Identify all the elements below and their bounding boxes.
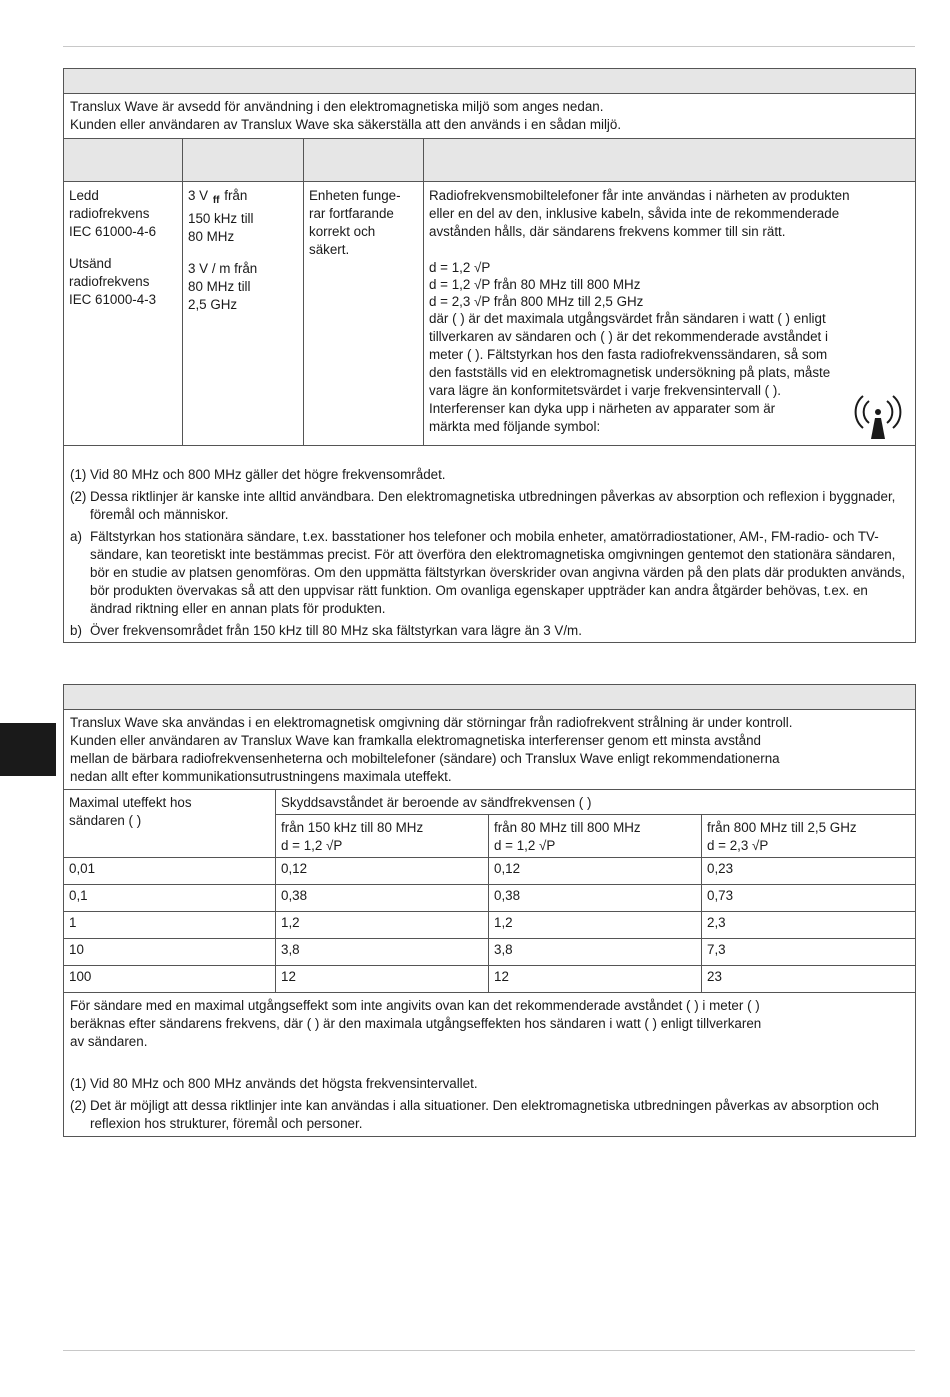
note-item: (2) Det är möjligt att dessa riktlinjer inte kan användas i alla situationer. Den elektromagnetiska utbredningen påverkas av absorption och reflexion hos strukturer, föremål och personer.: [70, 1098, 880, 1131]
power-cell: 1: [64, 912, 276, 939]
cell-line: Radiofrekvensmobiltelefoner får inte användas i närheten av produkten: [429, 188, 850, 203]
column-header: [424, 139, 916, 182]
separation-distance-table: [63, 684, 916, 1137]
frequency-header: [276, 815, 489, 858]
header-line: från 80 MHz till 800 MHz: [494, 820, 641, 835]
table-row: [64, 966, 916, 993]
power-cell: 0,1: [64, 885, 276, 912]
cell-line: 2,5 GHz: [188, 297, 238, 312]
cell-line: Enheten funge-: [309, 188, 401, 203]
cell-line: den fastställs vid en elektromagnetisk undersökning på plats, måste: [429, 365, 831, 380]
distance-cell: 0,73: [702, 885, 916, 912]
chapter-tab: [0, 723, 56, 776]
cell-line: 150 kHz till: [188, 211, 254, 226]
power-cell: 10: [64, 939, 276, 966]
cell-line: 3 V $_{ff}$ från: [188, 188, 248, 206]
frequency-header: [489, 815, 702, 858]
guidance-cell: [424, 182, 916, 446]
footer-line: För sändare med en maximal utgångseffekt som inte angivits ovan kan det rekommenderade avståndet ( ) i meter ( ): [70, 998, 760, 1013]
distance-cell: 0,23: [702, 858, 916, 885]
cell-line: vara lägre än konformitetsvärdet i varje frekvensintervall ( ).: [429, 383, 782, 398]
cell-line: korrekt och: [309, 224, 376, 239]
cell-line: eller en del av den, inklusive kabeln, såvida inte de rekommenderade: [429, 206, 840, 221]
header-line: sändaren ( ): [69, 813, 142, 828]
table-row: [64, 939, 916, 966]
table-row: [64, 885, 916, 912]
intro-line: nedan allt efter kommunikationsutrustningens maximala uteffekt.: [70, 769, 452, 784]
cell-line: säkert.: [309, 242, 350, 257]
cell-line: 80 MHz till: [188, 279, 251, 294]
header-line: från 800 MHz till 2,5 GHz: [707, 820, 857, 835]
formula-line: d = 1,2 √P från 80 MHz till 800 MHz: [429, 277, 641, 292]
cell-line: Interferenser kan dyka upp i närheten av apparater som är: [429, 401, 776, 416]
intro-line: Kunden eller användaren av Translux Wave ska säkerställa att den används i en sådan miljö.: [70, 117, 622, 132]
intro-line: Translux Wave ska användas i en elektromagnetisk omgivning där störningar från radiofrekvent strålning är under kontroll.: [70, 715, 793, 730]
header-line: från 150 kHz till 80 MHz: [281, 820, 424, 835]
distance-cell: 23: [702, 966, 916, 993]
note-item: (1) Vid 80 MHz och 800 MHz används det högsta frekvensintervallet.: [70, 1076, 478, 1091]
cell-line: 80 MHz: [188, 229, 235, 244]
header-line: Maximal uteffekt hos: [69, 795, 192, 810]
formula-line: d = 2,3 √P från 800 MHz till 2,5 GHz: [429, 294, 644, 309]
cell-line: Ledd: [69, 188, 99, 203]
table-footer: [64, 993, 916, 1137]
test-type-cell: [64, 182, 183, 446]
header-line: d = 1,2 √P: [281, 838, 343, 853]
table-intro: [64, 94, 916, 139]
header-line: d = 2,3 √P: [707, 838, 769, 853]
formula-line: d = 1,2 √P: [429, 260, 491, 275]
distance-cell: 0,12: [276, 858, 489, 885]
distance-cell: 1,2: [489, 912, 702, 939]
top-rule: [63, 46, 915, 47]
column-header: [64, 139, 183, 182]
table-title-bar: [64, 685, 916, 710]
power-header: [64, 790, 276, 858]
table-notes: [64, 446, 916, 643]
intro-line: mellan de bärbara radiofrekvensenheterna och mobiltelefoner (sändare) och Translux Wave enligt rekommendationerna: [70, 751, 780, 766]
header-line: d = 1,2 √P: [494, 838, 556, 853]
distance-cell: 0,38: [489, 885, 702, 912]
cell-line: Utsänd: [69, 256, 112, 271]
distance-cell: 2,3: [702, 912, 916, 939]
frequency-header: [702, 815, 916, 858]
cell-line: IEC 61000-4-3: [69, 292, 157, 307]
table-title-bar: [64, 69, 916, 94]
cell-line: 3 V / m från: [188, 261, 258, 276]
intro-line: Kunden eller användaren av Translux Wave kan framkalla elektromagnetiska interferenser genom ett minsta avstånd: [70, 733, 761, 748]
distance-cell: 7,3: [702, 939, 916, 966]
distance-cell: 3,8: [489, 939, 702, 966]
cell-line: tillverkaren av sändaren och ( ) är det rekommenderade avståndet i: [429, 329, 828, 344]
footer-line: av sändaren.: [70, 1034, 148, 1049]
cell-line: radiofrekvens: [69, 274, 150, 289]
column-header: [183, 139, 304, 182]
table-intro: [64, 710, 916, 790]
cell-line: radiofrekvens: [69, 206, 150, 221]
distance-header: Skyddsavståndet är beroende av sändfrekvensen ( ): [276, 790, 916, 815]
cell-line: märkta med följande symbol:: [429, 419, 601, 434]
power-cell: 100: [64, 966, 276, 993]
test-level-cell: [183, 182, 304, 446]
distance-cell: 0,38: [276, 885, 489, 912]
distance-cell: 12: [276, 966, 489, 993]
cell-line: där ( ) är det maximala utgångsvärdet från sändaren i watt ( ) enligt: [429, 311, 826, 326]
table-row: [64, 858, 916, 885]
note-item: (1) Vid 80 MHz och 800 MHz gäller det högre frekvensområdet.: [70, 467, 446, 482]
compliance-cell: [304, 182, 424, 446]
note-item: b) Över frekvensområdet från 150 kHz till 80 MHz ska fältstyrkan vara lägre än 3 V/m.: [70, 623, 582, 638]
footer-line: beräknas efter sändarens frekvens, där ( ) är den maximala utgångseffekten hos sändaren i watt ( ) enligt tillverkaren: [70, 1016, 762, 1031]
distance-cell: 1,2: [276, 912, 489, 939]
immunity-table: [63, 68, 916, 643]
intro-line: Translux Wave är avsedd för användning i den elektromagnetiska miljö som anges nedan.: [70, 99, 604, 114]
note-item: (2) Dessa riktlinjer är kanske inte alltid användbara. Den elektromagnetiska utbredningen påverkas av absorption och reflexion i byggnader, föremål och människor.: [70, 489, 896, 522]
distance-cell: 3,8: [276, 939, 489, 966]
cell-line: meter ( ). Fältstyrkan hos den fasta radiofrekvenssändaren, så som: [429, 347, 828, 362]
distance-cell: 12: [489, 966, 702, 993]
cell-line: rar fortfarande: [309, 206, 394, 221]
radio-transmitter-icon: [847, 391, 909, 441]
table-row: [64, 912, 916, 939]
power-cell: 0,01: [64, 858, 276, 885]
column-header: [304, 139, 424, 182]
note-item: a) Fältstyrkan hos stationära sändare, t.ex. basstationer hos telefoner och mobila enheter, amatörradiostationer, AM-, FM-radio- och TV-sändare, kan teoretiskt inte bestämmas precist. För att överföra den elektromagnetiska omgivningen gentemot den stationära sändaren, bör en studie av platsen genomföras. Om den uppmätta fältstyrkan överskrider ovan angivna värden på den plats där produkten används, bör produkten övervakas så att den uppvisar rätt funktion. Om ovanliga egenskaper uppträder kan andra åtgärder behövas, t.ex. en ändrad riktning eller en annan plats för produkten.: [70, 529, 906, 616]
cell-line: avstånden hålls, där sändarens frekvens kommer till sin rätt.: [429, 224, 786, 239]
bottom-rule: [63, 1350, 915, 1351]
cell-line: IEC 61000-4-6: [69, 224, 157, 239]
distance-cell: 0,12: [489, 858, 702, 885]
